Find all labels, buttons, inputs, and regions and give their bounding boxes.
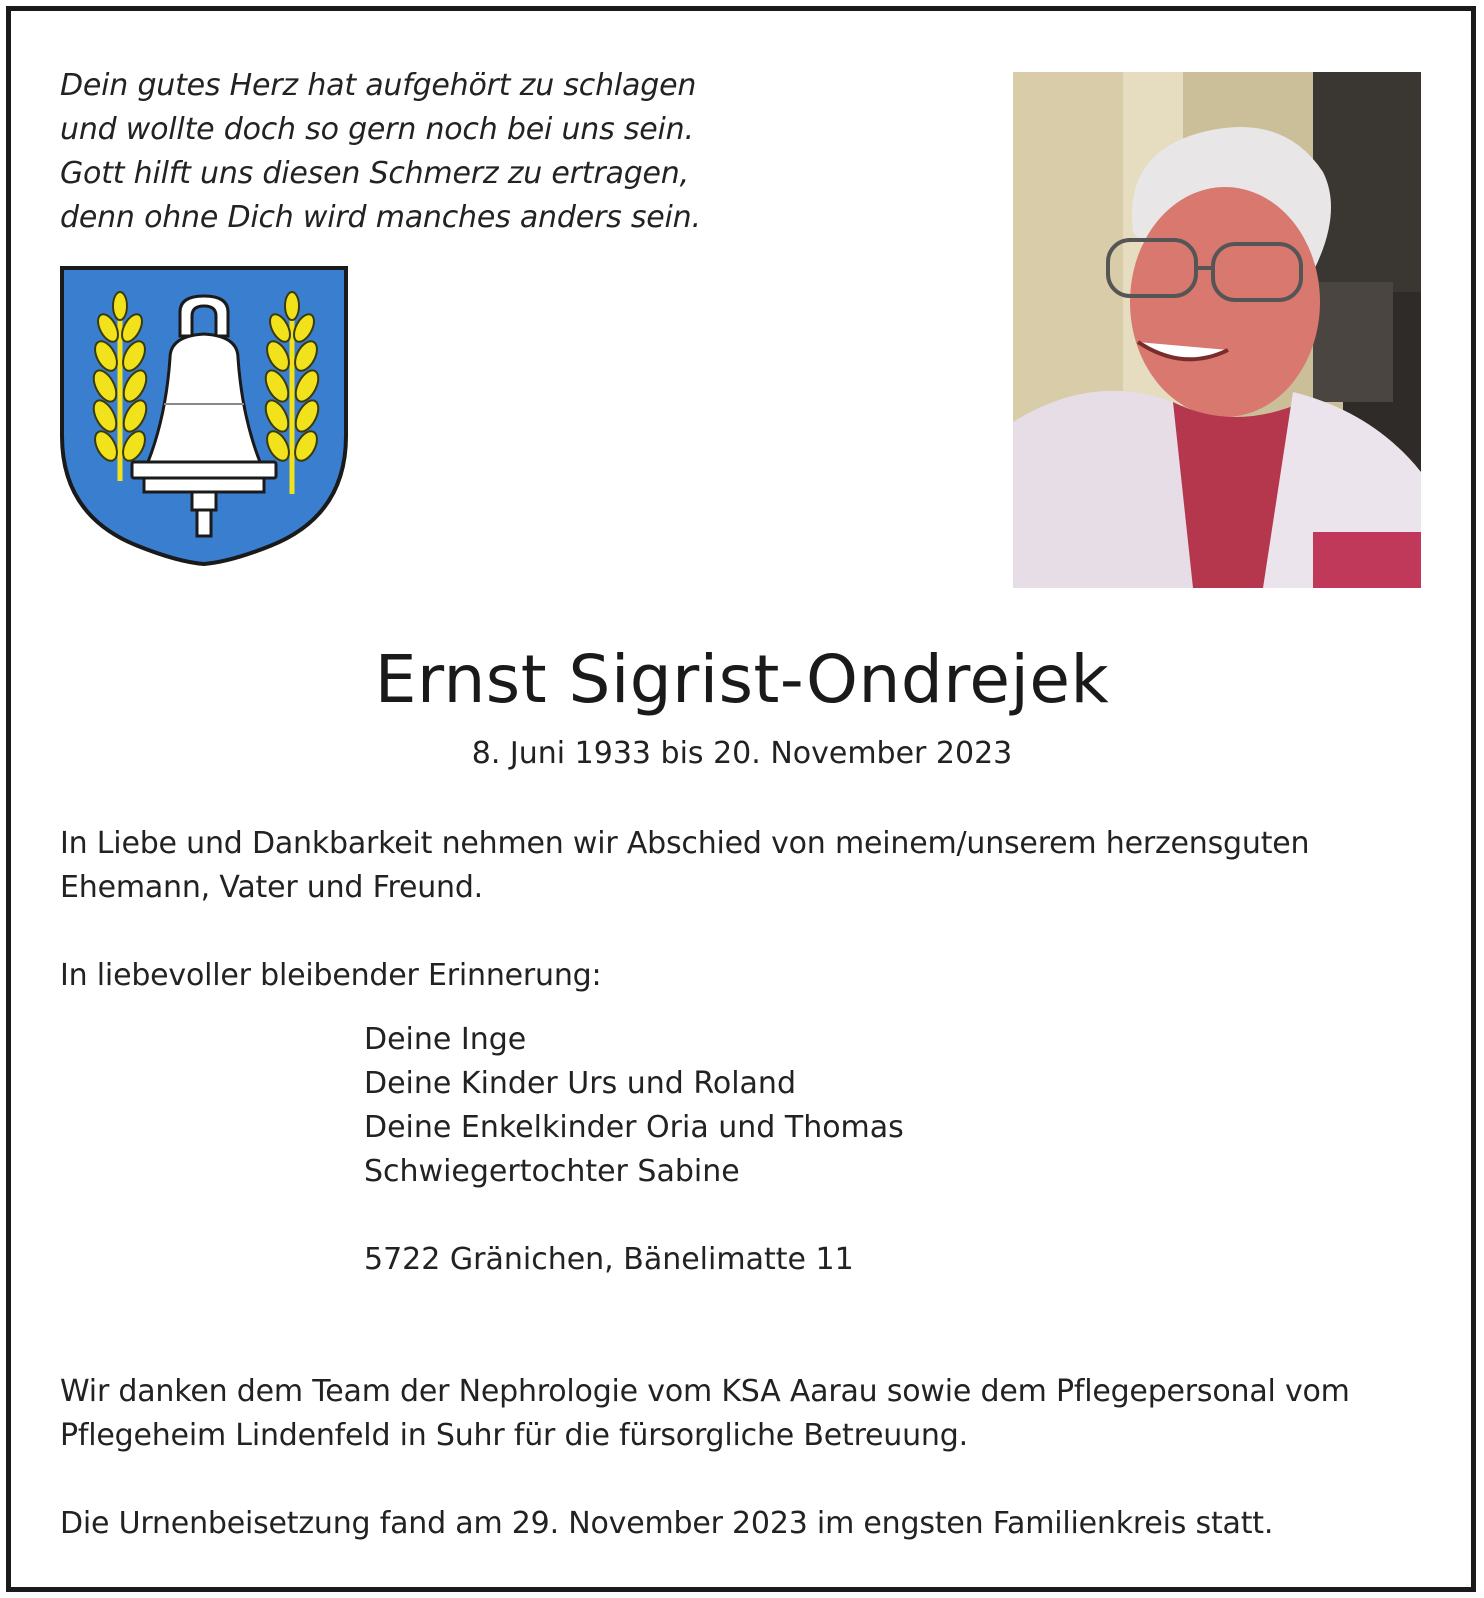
poem-line: Dein gutes Herz hat aufgehört zu schlagen (60, 68, 697, 103)
mourners-list (364, 1018, 904, 1194)
wheat-ear-icon (89, 292, 151, 481)
remembrance-label: In liebevoller bleibender Erinnerung: (60, 958, 602, 993)
mourner-item: Schwiegertochter Sabine (364, 1154, 740, 1189)
mourner-item: Deine Enkelkinder Oria und Thomas (364, 1110, 904, 1145)
poem-line: denn ohne Dich wird manches anders sein. (60, 200, 701, 235)
life-dates: 8. Juni 1933 bis 20. November 2023 (471, 736, 1013, 771)
memorial-poem (60, 64, 701, 240)
poem-line: und wollte doch so gern noch bei uns sein. (60, 112, 694, 147)
farewell-line: In Liebe und Dankbarkeit nehmen wir Abschied von meinem/unserem herzensguten (60, 826, 1310, 861)
farewell-line: Ehemann, Vater und Freund. (60, 870, 484, 905)
mourner-item: Deine Inge (364, 1022, 527, 1057)
portrait-photo (1013, 72, 1421, 588)
poem-line: Gott hilft uns diesen Schmerz zu ertragen, (60, 156, 689, 191)
burial-notice: Die Urnenbeisetzung fand am 29. November 2023 im engsten Familienkreis statt. (60, 1506, 1274, 1541)
mourner-item: Deine Kinder Urs und Roland (364, 1066, 796, 1101)
family-address: 5722 Gränichen, Bänelimatte 11 (364, 1242, 854, 1277)
thanks-line: Wir danken dem Team der Nephrologie vom KSA Aarau sowie dem Pflegepersonal vom (60, 1374, 1350, 1409)
deceased-name: Ernst Sigrist-Ondrejek (374, 641, 1110, 718)
thanks-line: Pflegeheim Lindenfeld in Suhr für die fürsorgliche Betreuung. (60, 1418, 968, 1453)
coat-of-arms (60, 266, 350, 566)
